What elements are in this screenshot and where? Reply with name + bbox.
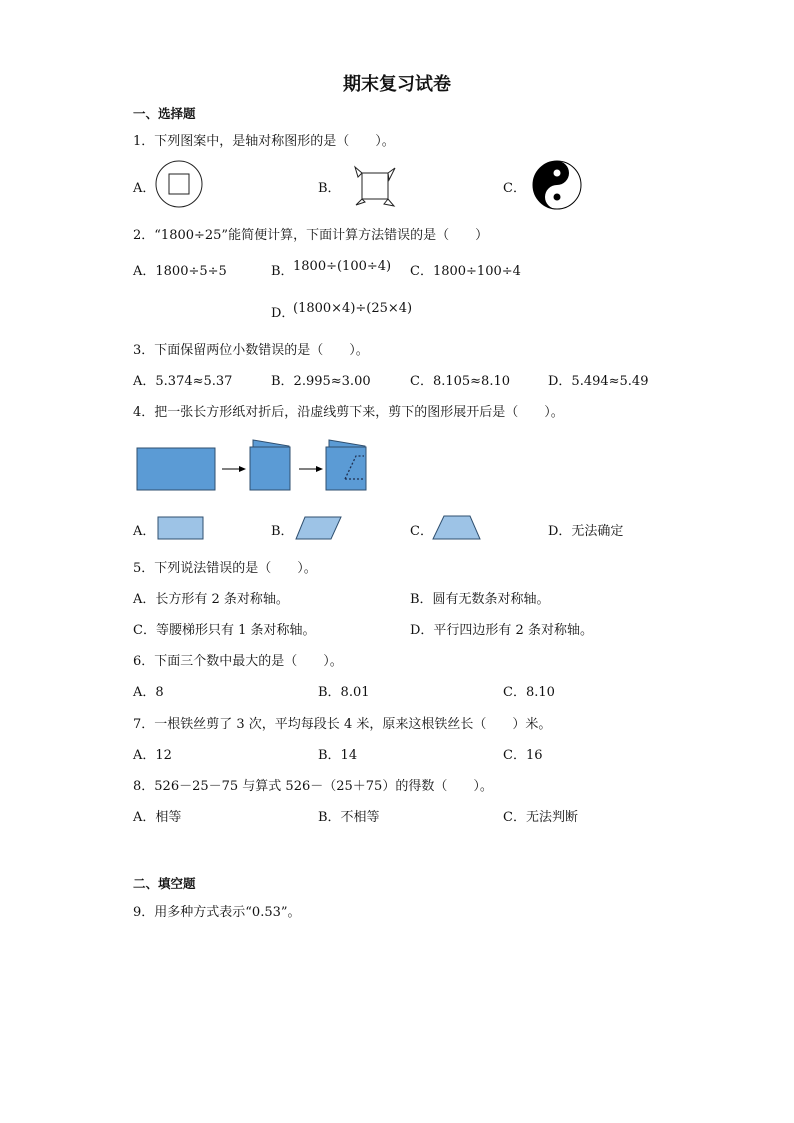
q1-option-c-label: C．: [503, 181, 526, 196]
question-3: 3．下面保留两位小数错误的是（ ）。: [133, 343, 369, 358]
q5-option-c: C．等腰梯形只有 1 条对称轴。: [133, 623, 316, 638]
question-7: 7．一根铁丝剪了 3 次，平均每段长 4 米，原来这根铁丝长（ ）米。: [133, 717, 552, 732]
q3-option-b: B．2.995≈3.00: [271, 374, 371, 389]
question-6: 6．下面三个数中最大的是（ ）。: [133, 654, 343, 669]
q4-option-c-label: C．: [410, 524, 433, 539]
question-1: 1．下列图案中，是轴对称图形的是（ ）。: [133, 134, 395, 149]
paper-folding-diagram: [136, 439, 368, 493]
q6-option-a: A．8: [133, 685, 164, 700]
q4-option-b-label: B．: [271, 524, 294, 539]
yin-yang-icon: [532, 160, 582, 210]
trapezoid-shape: [432, 515, 482, 541]
circle-square-figure: [154, 161, 206, 209]
q2-option-d: (1800×4)÷(25×4): [293, 301, 413, 316]
q3-option-c: C．8.105≈8.10: [410, 374, 511, 389]
q7-option-b: B．14: [318, 748, 358, 763]
q4-option-d: D．无法确定: [548, 524, 624, 539]
q2-option-a: A．1800÷5÷5: [133, 264, 227, 279]
q7-option-c: C．16: [503, 748, 543, 763]
q2-option-c: C．1800÷100÷4: [410, 264, 521, 279]
q3-option-d: D．5.494≈5.49: [548, 374, 649, 389]
question-4: 4．把一张长方形纸对折后，沿虚线剪下来，剪下的图形展开后是（ ）。: [133, 405, 564, 420]
parallelogram-shape: [295, 516, 343, 541]
page-title: 期末复习试卷: [343, 74, 451, 95]
q8-option-c: C．无法判断: [503, 810, 578, 825]
question-9: 9．用多种方式表示“0.53”。: [133, 905, 301, 920]
q5-option-b: B．圆有无数条对称轴。: [410, 592, 550, 607]
q2-option-d-label: D．: [271, 306, 295, 321]
q8-option-a: A．相等: [133, 810, 182, 825]
rectangle-shape: [157, 516, 205, 541]
q1-option-b-label: B．: [318, 181, 341, 196]
q2-option-b: 1800÷(100÷4): [293, 259, 392, 274]
q7-option-a: A．12: [133, 748, 172, 763]
question-8: 8．526－25－75 与算式 526－（25＋75）的得数（ ）。: [133, 779, 493, 794]
q2-option-b-label: B．: [271, 264, 294, 279]
q8-option-b: B．不相等: [318, 810, 380, 825]
rotated-square-figure: [351, 164, 401, 208]
q4-option-a-label: A．: [133, 524, 156, 539]
question-2: 2．“1800÷25”能简便计算，下面计算方法错误的是（ ）: [133, 228, 489, 243]
section-fill-heading: 二、填空题: [133, 876, 196, 891]
q6-option-b: B．8.01: [318, 685, 370, 700]
question-5: 5．下列说法错误的是（ ）。: [133, 561, 317, 576]
q6-option-c: C．8.10: [503, 685, 555, 700]
q5-option-a: A．长方形有 2 条对称轴。: [133, 592, 289, 607]
q1-option-a-label: A．: [133, 181, 156, 196]
q3-option-a: A．5.374≈5.37: [133, 374, 233, 389]
q5-option-d: D．平行四边形有 2 条对称轴。: [410, 623, 593, 638]
section-choice-heading: 一、选择题: [133, 106, 196, 121]
